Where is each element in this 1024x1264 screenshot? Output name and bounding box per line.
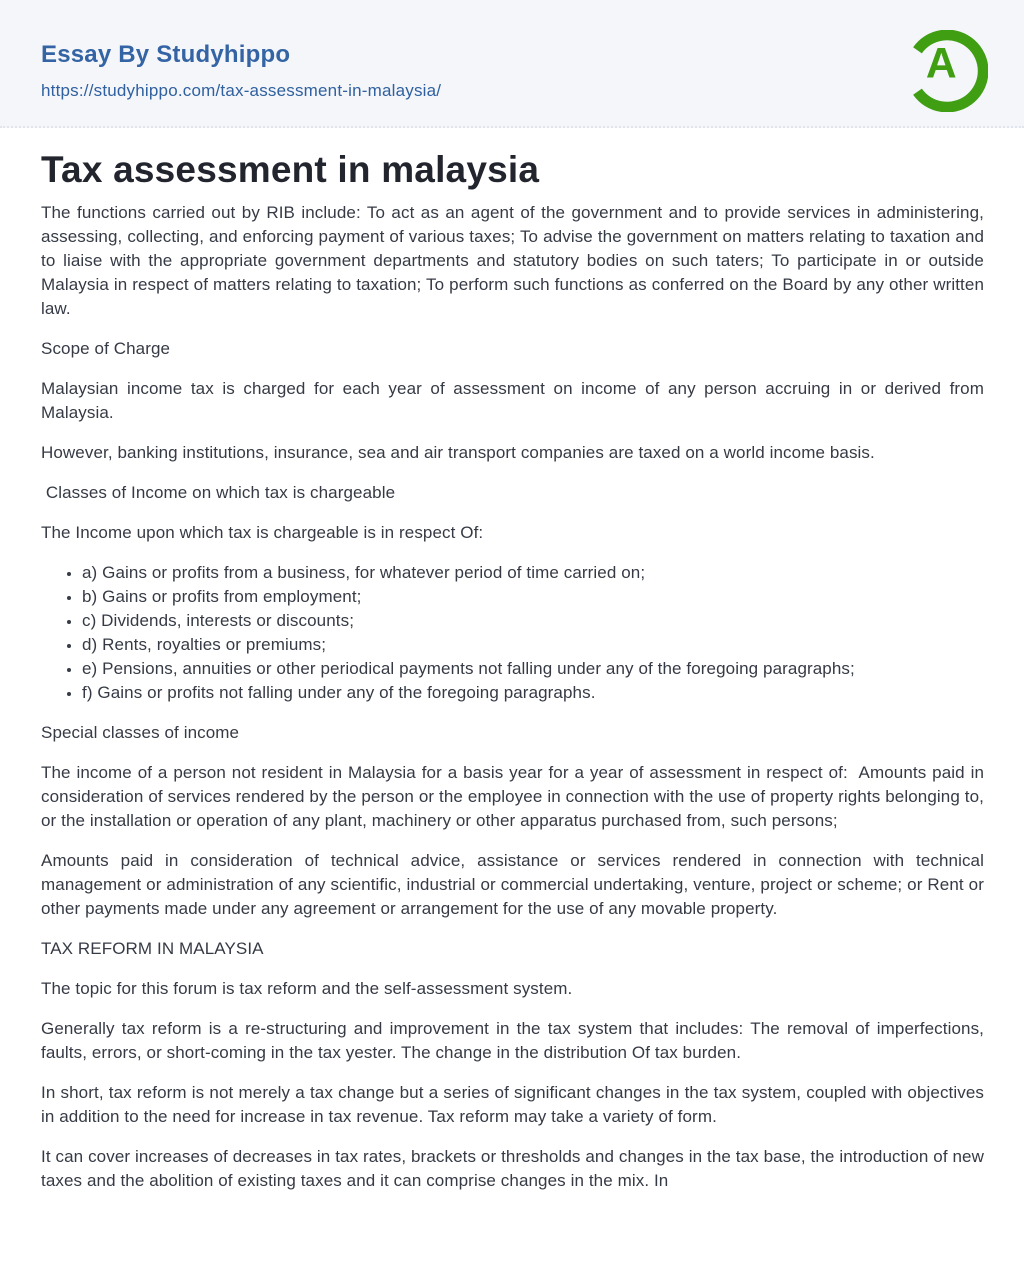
list-item-gains-business: • a) Gains or profits from a business, for whatever period of time carried on; <box>82 561 984 585</box>
page-header <box>0 0 1024 128</box>
paragraph-technical-advice: Amounts paid in consideration of technical advice, assistance or services rendered in connection with technical management or administration of any scientific, industrial or commercial undertaking, venture, project or scheme; or Rent or other payments made under any agreement or arrangement for the use of any movable property. <box>41 851 984 918</box>
essay-content <box>0 151 1024 1249</box>
logo-letter: A <box>925 39 957 88</box>
paragraph-world-income-basis: However, banking institutions, insurance, sea and air transport companies are taxed on a world income basis. <box>41 443 875 462</box>
paragraph-tax-reform-coverage: It can cover increases of decreases in tax rates, brackets or thresholds and changes in the tax base, the introduction of new taxes and the abolition of existing taxes and it can comprise changes in the mix. In <box>41 1147 984 1190</box>
heading-tax-reform: TAX REFORM IN MALAYSIA <box>41 939 264 958</box>
heading-special-classes: Special classes of income <box>41 723 240 742</box>
site-title: Essay By Studyhippo <box>41 41 291 68</box>
list-item-dividends: • c) Dividends, interests or discounts; <box>82 609 984 633</box>
income-classes-list <box>41 561 984 705</box>
paragraph-forum-topic: The topic for this forum is tax reform and the self-assessment system. <box>41 979 573 998</box>
paragraph-functions-of-rib: The functions carried out by RIB include: To act as an agent of the government and to provide services in administering, assessing, collecting, and enforcing payment of various taxes; To advise the government on matters relating to taxation and to liaise with the appropriate government departments and statutory bodies on such taters; To participate in or outside Malaysia in respect of matters relating to taxation; To perform such functions as conferred on the Board by any other written law. <box>41 203 984 318</box>
list-item-gains-other: • f) Gains or profits not falling under any of the foregoing paragraphs. <box>82 681 984 705</box>
paragraph-non-resident-income: The income of a person not resident in Malaysia for a basis year for a year of assessment in respect of: Amounts paid in consideration of services rendered by the person or the employee in connection with the use of property rights belonging to, or the installation or operation of any plant, machinery or other apparatus purchased from, such persons; <box>41 763 984 830</box>
list-item-gains-employment: • b) Gains or profits from employment; <box>82 585 984 609</box>
essay-title: Tax assessment in malaysia <box>41 149 540 190</box>
list-item-rents: • d) Rents, royalties or premiums; <box>82 633 984 657</box>
paragraph-tax-reform-definition: Generally tax reform is a re-structuring and improvement in the tax system that includes: The removal of imperfections, faults, errors, or short-coming in the tax yester. The change in the distribution Of tax burden. <box>41 1019 984 1062</box>
paragraph-tax-reform-in-short: In short, tax reform is not merely a tax change but a series of significant changes in the tax system, coupled with objectives in addition to the need for increase in tax revenue. Tax reform may take a variety of form. <box>41 1083 984 1126</box>
paragraph-income-tax-charged: Malaysian income tax is charged for each year of assessment on income of any person accruing in or derived from Malaysia. <box>41 379 984 422</box>
paragraph-income-chargeable-intro: The Income upon which tax is chargeable is in respect Of: <box>41 523 484 542</box>
heading-scope-of-charge: Scope of Charge <box>41 339 171 358</box>
studyhippo-logo-icon <box>906 30 988 112</box>
heading-classes-of-income: Classes of Income on which tax is chargeable <box>41 483 396 502</box>
list-item-pensions: • e) Pensions, annuities or other periodical payments not falling under any of the foregoing paragraphs; <box>82 657 984 681</box>
source-url-link[interactable]: https://studyhippo.com/tax-assessment-in-malaysia/ <box>41 81 442 101</box>
